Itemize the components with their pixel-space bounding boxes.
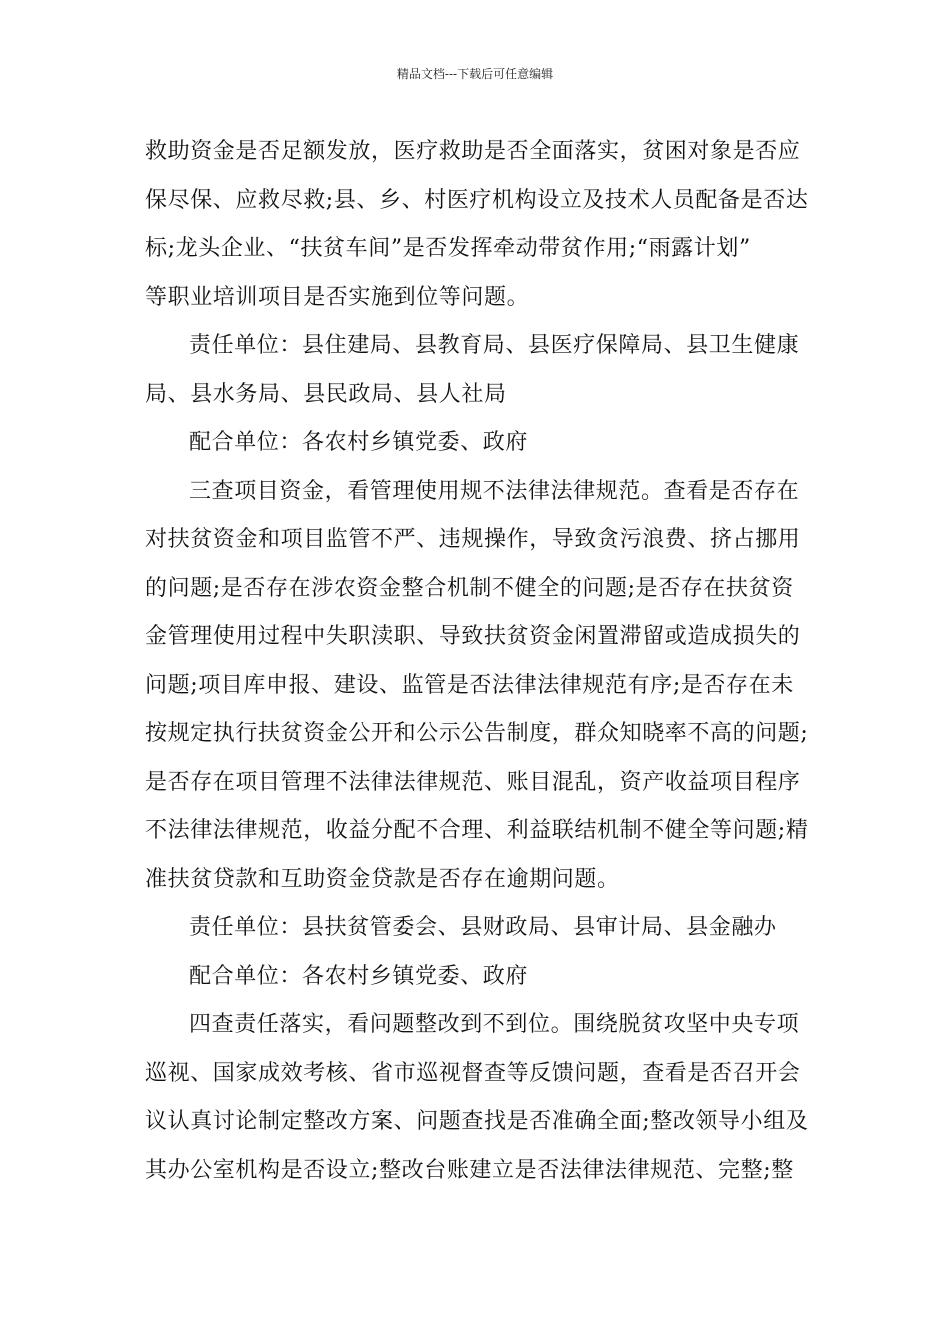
text-line: 的问题;是否存在涉农资金整合机制不健全的问题;是否存在扶贫资 bbox=[145, 575, 794, 601]
paragraph-cooperating-units-1 bbox=[145, 419, 810, 468]
text-line: 四查责任落实，看问题整改到不到位。围绕脱贫攻坚中央专项 bbox=[189, 1012, 800, 1037]
text-line: 不法律法律规范，收益分配不合理、利益联结机制不健全等问题;精 bbox=[145, 818, 809, 843]
paragraph-continuation bbox=[145, 128, 810, 322]
text-line: 救助资金是否足额发放，医疗救助是否全面落实，贫困对象是否应 bbox=[145, 139, 801, 164]
text-line: 责任单位：县扶贫管委会、县财政局、县审计局、县金融办 bbox=[189, 915, 777, 940]
text-line: 保尽保、应救尽救;县、乡、村医疗机构设立及技术人员配备是否达 bbox=[145, 187, 809, 213]
text-line: 责任单位：县住建局、县教育局、县医疗保障局、县卫生健康 bbox=[189, 333, 800, 358]
text-line: 配合单位：各农村乡镇党委、政府 bbox=[189, 963, 529, 989]
text-line: 配合单位：各农村乡镇党委、政府 bbox=[189, 430, 529, 455]
paragraph-responsibility-implementation bbox=[145, 1001, 810, 1195]
text-line: 对扶贫资金和项目监管不严、违规操作，导致贪污浪费、挤占挪用 bbox=[145, 527, 801, 552]
paragraph-responsible-units-2 bbox=[145, 904, 810, 953]
text-line: 标;龙头企业、“扶贫车间”是否发挥牵动带贫作用;“雨露计划” bbox=[145, 236, 751, 261]
text-line: 三查项目资金，看管理使用规不法律法律规范。查看是否存在 bbox=[189, 478, 800, 504]
text-line: 金管理使用过程中失职渎职、导致扶贫资金闲置滞留或造成损失的 bbox=[145, 624, 801, 649]
text-line: 等职业培训项目是否实施到位等问题。 bbox=[145, 284, 530, 310]
text-line: 议认真讨论制定整改方案、问题查找是否准确全面;整改领导小组及 bbox=[145, 1109, 809, 1134]
paragraph-responsible-units-1 bbox=[145, 322, 810, 419]
document-body bbox=[145, 128, 810, 1195]
text-line: 巡视、国家成效考核、省市巡视督查等反馈问题，查看是否召开会 bbox=[145, 1060, 801, 1086]
text-line: 局、县水务局、县民政局、县人社局 bbox=[145, 381, 507, 407]
paragraph-cooperating-units-2 bbox=[145, 953, 810, 1002]
paragraph-project-funds bbox=[145, 468, 810, 905]
text-line: 准扶贫贷款和互助资金贷款是否存在逾期问题。 bbox=[145, 866, 620, 892]
text-line: 问题;项目库申报、建设、监管是否法律法律规范有序;是否存在未 bbox=[145, 672, 794, 698]
text-line: 其办公室机构是否设立;整改台账建立是否法律法律规范、完整;整 bbox=[145, 1157, 794, 1183]
text-line: 按规定执行扶贫资金公开和公示公告制度，群众知晓率不高的问题; bbox=[145, 721, 809, 746]
page-header: 精品文档---下载后可任意编辑 bbox=[396, 67, 554, 81]
text-line: 是否存在项目管理不法律法律规范、账目混乱，资产收益项目程序 bbox=[145, 769, 801, 795]
